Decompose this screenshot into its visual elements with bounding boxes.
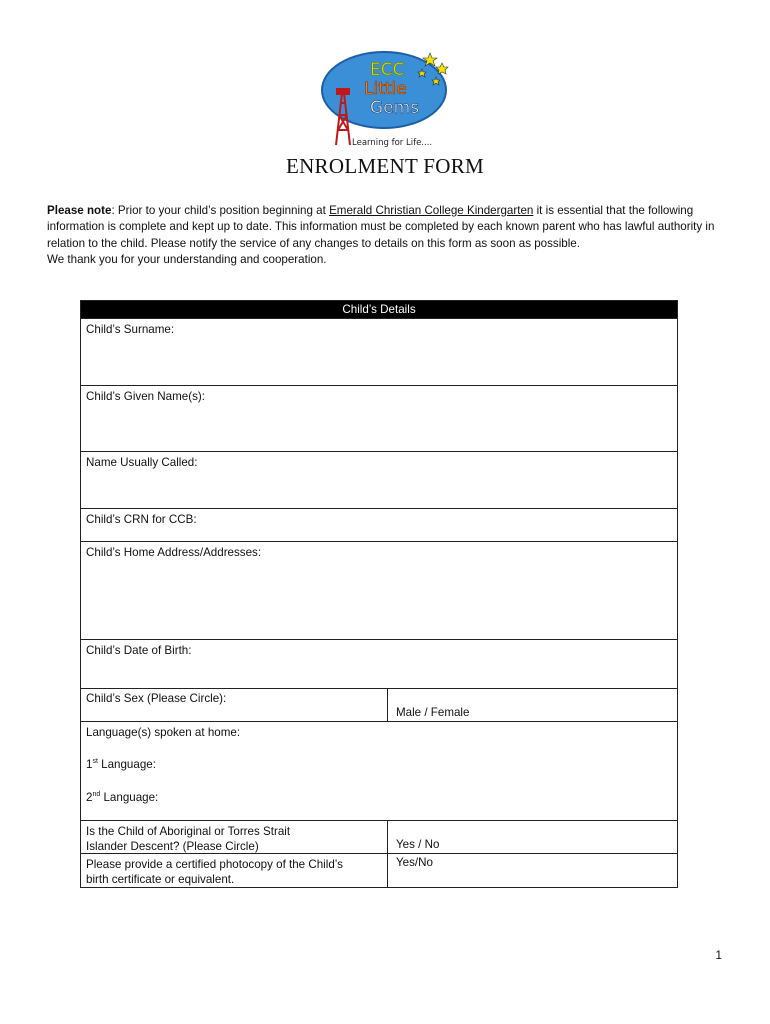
note-paragraph: [47, 203, 727, 268]
note-label: Please note: [47, 204, 112, 217]
surname-label: Child’s Surname:: [86, 323, 175, 336]
given-names-label: Child’s Given Name(s):: [86, 390, 205, 403]
birth-cert-options[interactable]: [388, 854, 677, 887]
second-language-label: 2nd Language:: [86, 791, 159, 804]
atsi-options-text: Yes / No: [396, 838, 440, 851]
atsi-row: [81, 820, 677, 853]
language-label: Language(s) spoken at home:: [86, 726, 241, 739]
address-field[interactable]: [81, 541, 677, 639]
usual-name-field[interactable]: [81, 451, 677, 508]
college-link: Emerald Christian College Kindergarten: [329, 204, 534, 217]
sex-row: [81, 688, 677, 721]
birth-cert-row: [81, 853, 677, 887]
dob-label: Child’s Date of Birth:: [86, 644, 192, 657]
atsi-label: Is the Child of Aboriginal or Torres Strait Islander Descent? (Please Circle): [81, 821, 388, 853]
childs-details-table: [80, 300, 678, 888]
crn-field[interactable]: [81, 508, 677, 541]
note-text2: it is essential that the following information is complete and kept up to date. This information must be completed by each known parent who has lawful authority in relation to the child. Please notify the service of any changes to details on this form as soon as possible.: [47, 204, 715, 250]
surname-field[interactable]: [81, 318, 677, 385]
address-label: Child’s Home Address/Addresses:: [86, 546, 262, 559]
page-title: ENROLMENT FORM: [285, 154, 485, 178]
table-header: Child’s Details: [81, 301, 677, 318]
atsi-options[interactable]: [388, 821, 677, 853]
birth-cert-label: Please provide a certified photocopy of the Child’s birth certificate or equivalent.: [81, 854, 388, 887]
ecc-little-gems-logo: [318, 45, 454, 153]
language-field[interactable]: [81, 721, 677, 820]
sex-options[interactable]: [388, 689, 677, 721]
page-number: 1: [715, 949, 722, 962]
given-names-field[interactable]: [81, 385, 677, 451]
logo-tagline: Learning for Life....: [352, 138, 433, 148]
note-thanks: We thank you for your understanding and cooperation.: [47, 252, 327, 266]
logo-line1: ECC: [370, 60, 405, 80]
sex-options-text: Male / Female: [396, 706, 470, 719]
birth-cert-options-text: Yes/No: [396, 856, 433, 869]
sex-label: Child’s Sex (Please Circle):: [81, 689, 388, 721]
logo-line2: Little: [364, 79, 407, 99]
logo-line3: Gems: [370, 98, 420, 118]
note-text1: : Prior to your child’s position beginning at: [111, 204, 330, 217]
dob-field[interactable]: [81, 639, 677, 688]
first-language-label: 1st Language:: [86, 758, 156, 771]
crn-label: Child’s CRN for CCB:: [86, 513, 197, 526]
usual-name-label: Name Usually Called:: [86, 456, 198, 469]
